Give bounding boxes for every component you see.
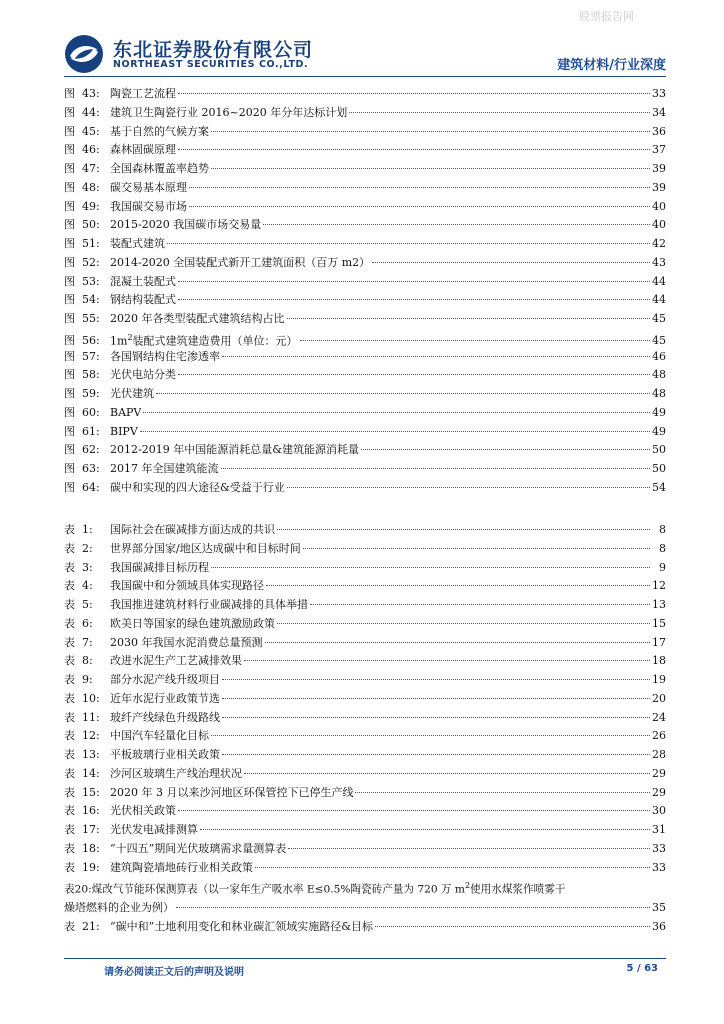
entry-prefix: 图 bbox=[64, 218, 75, 232]
entry-prefix: 图 bbox=[64, 143, 75, 157]
toc-entry[interactable] bbox=[64, 877, 666, 918]
entry-prefix: 表 bbox=[64, 883, 75, 896]
dot-leader bbox=[222, 698, 650, 699]
dot-leader bbox=[255, 867, 650, 868]
toc-entry[interactable] bbox=[64, 441, 666, 460]
entry-page-number: 8 bbox=[659, 523, 666, 536]
entry-page-number: 40 bbox=[652, 218, 666, 232]
entry-number: 10: bbox=[82, 691, 100, 705]
entry-page-number: 44 bbox=[652, 274, 666, 288]
entry-page-number: 39 bbox=[652, 180, 666, 194]
entry-page-number: 30 bbox=[652, 804, 666, 818]
entry-number: 58: bbox=[82, 368, 100, 382]
dot-leader bbox=[178, 281, 650, 282]
entry-title: 2017 年全国建筑能流 bbox=[110, 462, 219, 475]
dot-leader bbox=[211, 735, 650, 736]
toc-entry[interactable] bbox=[64, 235, 666, 254]
toc-entry[interactable] bbox=[64, 104, 666, 123]
entry-title: BIPV bbox=[110, 424, 138, 438]
entry-title: 光伏发电减排测算 bbox=[110, 823, 198, 836]
entry-page-number: 29 bbox=[652, 766, 666, 780]
toc-entry[interactable] bbox=[64, 216, 666, 235]
entry-title: 欧美日等国家的绿色建筑激励政策 bbox=[110, 616, 275, 630]
entry-page-number: 49 bbox=[652, 424, 666, 438]
dot-leader bbox=[349, 112, 650, 113]
entry-number: 45: bbox=[82, 124, 100, 138]
entry-prefix: 表 bbox=[64, 560, 75, 574]
dot-leader bbox=[288, 848, 650, 849]
entry-page-number: 48 bbox=[652, 368, 666, 382]
entry-number: 1: bbox=[82, 523, 93, 536]
entry-prefix: 表 bbox=[64, 860, 75, 874]
dot-leader bbox=[211, 567, 650, 568]
dot-leader bbox=[178, 93, 650, 94]
entry-number: 4: bbox=[82, 579, 93, 593]
toc-entry[interactable] bbox=[64, 291, 666, 310]
toc-entry[interactable] bbox=[64, 423, 666, 442]
entry-number: 56: bbox=[82, 334, 100, 348]
entry-page-number: 49 bbox=[652, 405, 666, 419]
entry-page-number: 45 bbox=[652, 334, 666, 348]
entry-title: 我国碳交易市场 bbox=[110, 199, 187, 213]
entry-prefix: 表 bbox=[64, 654, 75, 668]
toc-entry[interactable] bbox=[64, 460, 666, 479]
toc-entry[interactable] bbox=[64, 385, 666, 404]
entry-title: BAPV bbox=[110, 405, 142, 419]
entry-page-number: 33 bbox=[652, 860, 666, 874]
entry-title: 部分水泥产线升级项目 bbox=[110, 673, 220, 686]
entry-line-1 bbox=[64, 877, 666, 899]
entry-prefix: 表 bbox=[64, 616, 75, 630]
toc-entry[interactable] bbox=[64, 615, 666, 634]
entry-page-number: 43 bbox=[652, 255, 666, 269]
toc-entry[interactable] bbox=[64, 540, 666, 559]
entry-page-number: 46 bbox=[652, 349, 666, 363]
entry-prefix: 图 bbox=[64, 162, 75, 175]
toc-entry[interactable] bbox=[64, 671, 666, 690]
toc-entry[interactable] bbox=[64, 559, 666, 578]
entry-page-number: 31 bbox=[652, 823, 666, 836]
dot-leader bbox=[189, 187, 650, 188]
entry-page-number: 54 bbox=[652, 480, 666, 494]
entry-number: 19: bbox=[82, 860, 100, 874]
entry-page-number: 50 bbox=[652, 443, 666, 457]
dot-leader bbox=[372, 262, 650, 263]
entry-title: 建筑卫生陶瓷行业 2016~2020 年分年达标计划 bbox=[110, 105, 348, 119]
dot-leader bbox=[176, 907, 650, 908]
entry-number: 5: bbox=[82, 598, 93, 611]
footer-disclaimer: 请务必阅读正文后的声明及说明 bbox=[104, 967, 244, 978]
report-section-tag: 建筑材料/行业深度 bbox=[557, 58, 666, 73]
entry-title: 光伏电站分类 bbox=[110, 368, 176, 382]
entry-prefix: 图 bbox=[64, 274, 75, 288]
dot-leader bbox=[189, 206, 650, 207]
entry-page-number: 48 bbox=[652, 387, 666, 400]
entry-prefix: 图 bbox=[64, 124, 75, 138]
entry-title: 全国森林覆盖率趋势 bbox=[110, 162, 209, 175]
entry-prefix: 图 bbox=[64, 462, 75, 475]
entry-number: 3: bbox=[82, 560, 93, 574]
entry-page-number: 40 bbox=[652, 199, 666, 213]
entry-number: 12: bbox=[82, 729, 100, 743]
entry-page-number: 24 bbox=[652, 710, 666, 724]
entry-page-number: 19 bbox=[652, 673, 666, 686]
entry-title: 建筑陶瓷墙地砖行业相关政策 bbox=[110, 860, 253, 874]
brand-name-cn: 东北证券股份有限公司 bbox=[113, 39, 314, 61]
dot-leader bbox=[244, 773, 650, 774]
entry-title: 陶瓷工艺流程 bbox=[110, 87, 176, 100]
toc-entry[interactable] bbox=[64, 652, 666, 671]
dot-leader bbox=[355, 792, 650, 793]
entry-title: 国际社会在碳减排方面达成的共识 bbox=[110, 523, 275, 536]
toc-entry[interactable] bbox=[64, 521, 666, 540]
dot-leader bbox=[310, 604, 650, 605]
entry-number: 2: bbox=[82, 541, 93, 555]
entry-number: 14: bbox=[82, 766, 100, 780]
entry-title: 我国碳减排目标历程 bbox=[110, 560, 209, 574]
toc-entry[interactable] bbox=[64, 348, 666, 367]
entry-number: 7: bbox=[82, 635, 93, 649]
entry-prefix: 图 bbox=[64, 293, 75, 307]
dot-leader bbox=[287, 318, 651, 319]
toc-entry[interactable] bbox=[64, 123, 666, 142]
entry-title: 装配式建筑 bbox=[110, 237, 165, 250]
toc-entry[interactable] bbox=[64, 840, 666, 859]
entry-prefix: 图 bbox=[64, 480, 75, 494]
toc-entry[interactable] bbox=[64, 784, 666, 803]
entry-prefix: 图 bbox=[64, 255, 75, 269]
toc-entry[interactable] bbox=[64, 918, 666, 937]
entry-title: 2030 年我国水泥消费总量预测 bbox=[110, 635, 263, 649]
entry-title: 我国碳中和分领域具体实现路径 bbox=[110, 579, 264, 593]
dot-leader bbox=[143, 412, 650, 413]
toc-entry[interactable] bbox=[64, 765, 666, 784]
entry-title: 基于自然的气候方案 bbox=[110, 124, 209, 138]
entry-title: 我国推进建筑材料行业碳减排的具体举措 bbox=[110, 598, 308, 611]
dot-leader bbox=[211, 168, 650, 169]
entry-prefix: 表 bbox=[64, 766, 75, 780]
entry-prefix: 表 bbox=[64, 710, 75, 724]
entry-page-number: 20 bbox=[652, 691, 666, 705]
entry-prefix: 表 bbox=[64, 691, 75, 705]
entry-page-number: 9 bbox=[659, 560, 666, 574]
dot-leader bbox=[211, 131, 650, 132]
entry-page-number: 45 bbox=[652, 312, 666, 325]
dot-leader bbox=[265, 642, 651, 643]
toc-entry[interactable] bbox=[64, 634, 666, 653]
toc-entry[interactable] bbox=[64, 254, 666, 273]
entry-line-2 bbox=[64, 899, 666, 918]
footer-divider bbox=[64, 958, 666, 959]
entry-number: 64: bbox=[82, 480, 100, 494]
entry-prefix: 表 bbox=[64, 523, 75, 536]
toc-entry[interactable] bbox=[64, 821, 666, 840]
entry-title: 各国钢结构住宅渗透率 bbox=[110, 349, 220, 363]
entry-number: 54: bbox=[82, 293, 100, 307]
entry-page-number: 39 bbox=[652, 162, 666, 175]
entry-number: 44: bbox=[82, 105, 100, 119]
brand-name-en: NORTHEAST SECURITIES CO.,LTD. bbox=[113, 59, 309, 70]
toc-entry[interactable] bbox=[64, 179, 666, 198]
entry-title: 光伏建筑 bbox=[110, 387, 154, 400]
entry-number: 8: bbox=[82, 654, 93, 668]
dot-leader bbox=[277, 529, 650, 530]
figure-list bbox=[64, 85, 666, 498]
entry-page-number: 12 bbox=[652, 579, 666, 593]
dot-leader bbox=[140, 431, 650, 432]
entry-page-number: 13 bbox=[652, 598, 666, 611]
toc-entry[interactable] bbox=[64, 746, 666, 765]
entry-title: “十四五”期间光伏玻璃需求量测算表 bbox=[110, 841, 287, 855]
toc-entry[interactable] bbox=[64, 859, 666, 878]
entry-page-number: 37 bbox=[652, 143, 666, 157]
dot-leader bbox=[221, 468, 651, 469]
dot-leader bbox=[266, 585, 650, 586]
entry-prefix: 图 bbox=[64, 405, 75, 419]
entry-number: 52: bbox=[82, 255, 100, 269]
entry-prefix: 图 bbox=[64, 349, 75, 363]
toc-entry[interactable] bbox=[64, 141, 666, 160]
entry-page-number: 15 bbox=[652, 616, 666, 630]
entry-prefix: 表 bbox=[64, 579, 75, 593]
entry-prefix: 图 bbox=[64, 368, 75, 382]
entry-page-number: 44 bbox=[652, 293, 666, 307]
entry-page-number: 17 bbox=[652, 635, 666, 649]
entry-number: 47: bbox=[82, 162, 100, 175]
dot-leader bbox=[375, 926, 650, 927]
toc-entry[interactable] bbox=[64, 329, 666, 348]
entry-title: 玻纤产线绿色升级路线 bbox=[110, 710, 220, 724]
dot-leader bbox=[178, 374, 650, 375]
entry-prefix: 表 bbox=[64, 919, 75, 933]
entry-title-text: 装配式建筑建造费用（单位：元） bbox=[132, 334, 298, 348]
entry-number: 61: bbox=[82, 424, 100, 438]
entry-page-number: 34 bbox=[652, 105, 666, 119]
dot-leader bbox=[263, 224, 650, 225]
entry-number: 59: bbox=[82, 387, 100, 400]
entry-prefix: 图 bbox=[64, 387, 75, 400]
entry-prefix: 表 bbox=[64, 673, 75, 686]
toc-entry[interactable] bbox=[64, 273, 666, 292]
dot-leader bbox=[178, 299, 650, 300]
entry-page-number: 33 bbox=[652, 841, 666, 855]
entry-title: 混凝土装配式 bbox=[110, 274, 176, 288]
entry-prefix: 图 bbox=[64, 237, 75, 250]
entry-title: “碳中和”土地利用变化和林业碳汇领域实施路径&目标 bbox=[110, 919, 374, 933]
entry-prefix: 表 bbox=[64, 541, 75, 555]
toc-entry[interactable] bbox=[64, 802, 666, 821]
entry-prefix: 图 bbox=[64, 87, 75, 100]
entry-prefix: 图 bbox=[64, 199, 75, 213]
dot-leader bbox=[303, 548, 650, 549]
entry-prefix: 图 bbox=[64, 334, 75, 348]
toc-entry[interactable] bbox=[64, 727, 666, 746]
entry-prefix: 表 bbox=[64, 785, 75, 799]
entry-number: 15: bbox=[82, 785, 100, 799]
toc-entry[interactable] bbox=[64, 709, 666, 728]
entry-title: 近年水泥行业政策节选 bbox=[110, 691, 220, 705]
entry-page-number: 18 bbox=[652, 654, 666, 668]
dot-leader bbox=[222, 679, 650, 680]
entry-prefix: 表 bbox=[64, 729, 75, 743]
entry-prefix: 图 bbox=[64, 443, 75, 457]
entry-title: 森林固碳原理 bbox=[110, 143, 176, 157]
entry-prefix: 表 bbox=[64, 748, 75, 761]
dot-leader bbox=[156, 393, 650, 394]
toc-entry[interactable] bbox=[64, 85, 666, 104]
entry-prefix: 表 bbox=[64, 635, 75, 649]
entry-title: 2020 年各类型装配式建筑结构占比 bbox=[110, 312, 285, 325]
table-list bbox=[64, 521, 666, 937]
dot-leader bbox=[178, 810, 650, 811]
dot-leader bbox=[167, 243, 650, 244]
entry-number: 21: bbox=[82, 919, 100, 933]
entry-number: 49: bbox=[82, 199, 100, 213]
dot-leader bbox=[178, 149, 650, 150]
toc-entry[interactable] bbox=[64, 160, 666, 179]
dot-leader bbox=[300, 340, 650, 341]
entry-prefix: 表 bbox=[64, 804, 75, 818]
entry-prefix: 表 bbox=[64, 823, 75, 836]
entry-title: 沙河区玻璃生产线治理状况 bbox=[110, 766, 242, 780]
entry-number: 63: bbox=[82, 462, 100, 475]
entry-number: 17: bbox=[82, 823, 100, 836]
entry-number: 57: bbox=[82, 349, 100, 363]
dot-leader bbox=[222, 717, 650, 718]
dot-leader bbox=[277, 623, 650, 624]
watermark: 股票报告网 bbox=[579, 10, 634, 23]
entry-title-text: 煤改气节能环保测算表（以一家年生产吸水率 E≤0.5%陶瓷砖产量为 720 万 m bbox=[91, 883, 465, 896]
entry-title: 钢结构装配式 bbox=[110, 293, 176, 307]
entry-number: 6: bbox=[82, 616, 93, 630]
entry-number: 50: bbox=[82, 218, 100, 232]
entry-number: 16: bbox=[82, 804, 100, 818]
dot-leader bbox=[200, 829, 650, 830]
footer-page-indicator: 5 / 63 bbox=[626, 963, 658, 974]
toc-entry[interactable] bbox=[64, 577, 666, 596]
entry-number: 20: bbox=[74, 883, 92, 896]
entry-number: 60: bbox=[82, 405, 100, 419]
dot-leader bbox=[244, 660, 650, 661]
entry-title-text: 燥塔燃料的企业为例） bbox=[64, 901, 174, 915]
dot-leader bbox=[361, 449, 650, 450]
entry-title: 改进水泥生产工艺减排效果 bbox=[110, 654, 242, 668]
entry-title-superscript: 2 bbox=[464, 881, 471, 891]
toc-entry[interactable] bbox=[64, 198, 666, 217]
entry-prefix: 表 bbox=[64, 841, 75, 855]
entry-prefix: 图 bbox=[64, 312, 75, 325]
toc-entry[interactable] bbox=[64, 596, 666, 615]
entry-title-text: 使用水煤浆作喷雾干 bbox=[470, 883, 566, 896]
entry-page-number: 8 bbox=[659, 541, 666, 555]
entry-page-number: 29 bbox=[652, 785, 666, 799]
dot-leader bbox=[222, 356, 650, 357]
toc-entry[interactable] bbox=[64, 366, 666, 385]
northeast-securities-logo-icon bbox=[64, 34, 104, 74]
entry-page-number: 36 bbox=[652, 919, 666, 933]
toc-entry[interactable] bbox=[64, 404, 666, 423]
toc-entry[interactable] bbox=[64, 479, 666, 498]
entry-title: 碳中和实现的四大途径&受益于行业 bbox=[110, 480, 285, 494]
entry-number: 11: bbox=[82, 710, 100, 724]
entry-title: 碳交易基本原理 bbox=[110, 180, 187, 194]
entry-title: 2015-2020 我国碳市场交易量 bbox=[110, 218, 262, 232]
entry-number: 18: bbox=[82, 841, 100, 855]
entry-number: 53: bbox=[82, 274, 100, 288]
entry-prefix: 图 bbox=[64, 180, 75, 194]
entry-number: 43: bbox=[82, 87, 100, 100]
entry-title: 2014-2020 全国装配式新开工建筑面积（百万 m2） bbox=[110, 255, 371, 269]
dot-leader bbox=[222, 754, 650, 755]
entry-number: 51: bbox=[82, 237, 100, 250]
entry-prefix: 表 bbox=[64, 598, 75, 611]
entry-title-superscript: 2 bbox=[127, 332, 133, 342]
page-header bbox=[64, 34, 666, 76]
entry-page-number: 28 bbox=[652, 748, 666, 761]
entry-page-number: 35 bbox=[652, 901, 666, 915]
entry-title-text: 1m bbox=[110, 334, 128, 348]
entry-title: 2020 年 3 月以来沙河地区环保管控下已停生产线 bbox=[110, 785, 354, 799]
entry-number: 62: bbox=[82, 443, 100, 457]
entry-page-number: 33 bbox=[652, 87, 666, 100]
dot-leader bbox=[287, 487, 650, 488]
entry-prefix: 图 bbox=[64, 105, 75, 119]
entry-title: 中国汽车轻量化目标 bbox=[110, 729, 209, 743]
toc-entry[interactable] bbox=[64, 310, 666, 329]
entry-page-number: 36 bbox=[652, 124, 666, 138]
entry-title: 2012-2019 年中国能源消耗总量&建筑能源消耗量 bbox=[110, 443, 359, 457]
entry-number: 55: bbox=[82, 312, 100, 325]
header-divider bbox=[64, 76, 666, 77]
entry-number: 48: bbox=[82, 180, 100, 194]
entry-page-number: 50 bbox=[652, 462, 666, 475]
entry-number: 9: bbox=[82, 673, 93, 686]
entry-title: 平板玻璃行业相关政策 bbox=[110, 748, 220, 761]
entry-title: 光伏相关政策 bbox=[110, 804, 176, 818]
entry-page-number: 42 bbox=[652, 237, 666, 250]
entry-page-number: 26 bbox=[652, 729, 666, 743]
entry-number: 13: bbox=[82, 748, 100, 761]
entry-prefix: 图 bbox=[64, 424, 75, 438]
entry-title: 世界部分国家/地区达成碳中和目标时间 bbox=[110, 541, 301, 555]
toc-entry[interactable] bbox=[64, 690, 666, 709]
entry-number: 46: bbox=[82, 143, 100, 157]
